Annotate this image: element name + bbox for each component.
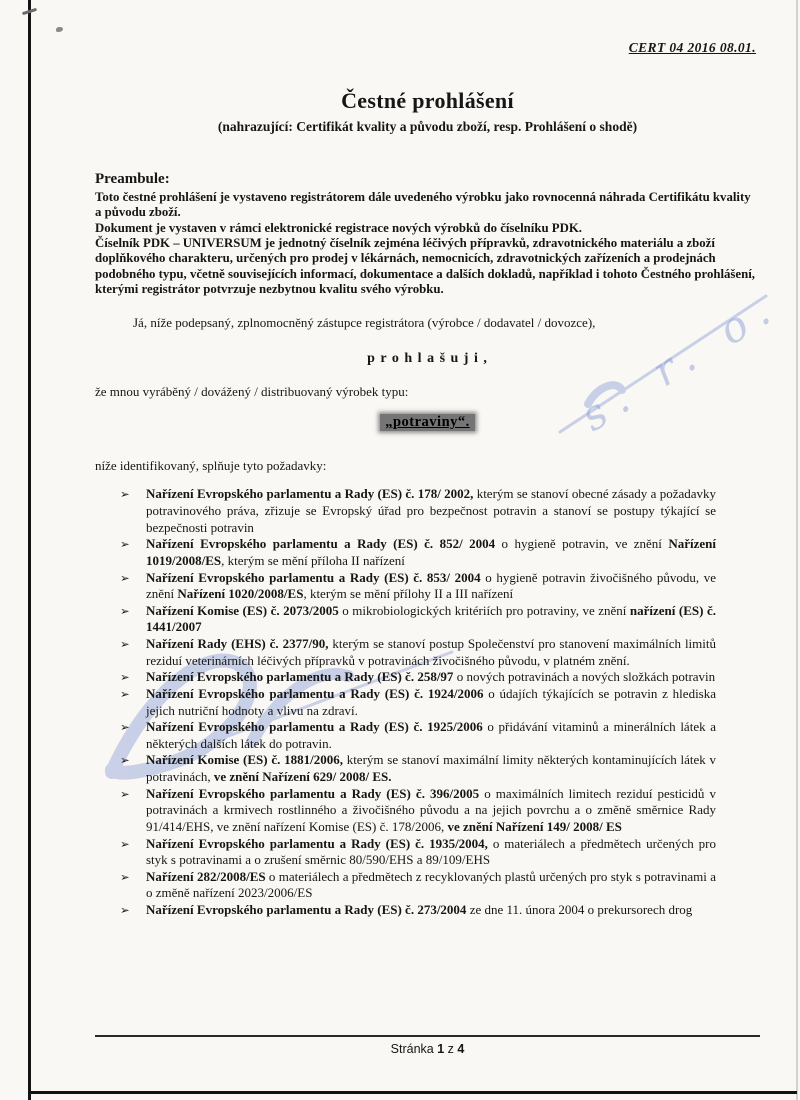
document-code: CERT 04 2016 08.01.: [628, 40, 756, 55]
requirements-line: níže identifikovaný, splňuje tyto požadavky:: [95, 458, 327, 474]
regulation-item: [120, 686, 716, 719]
watermark-text: s. r. o.: [572, 280, 789, 441]
regulation-item: [120, 570, 716, 603]
preamble-heading: Preambule:: [95, 171, 170, 187]
page-number-of: z: [447, 1042, 454, 1056]
preamble-paragraph: Dokument je vystaven v rámci elektronické registrace nových výrobků do číselníku PDK.: [95, 220, 582, 235]
page-number: [95, 1042, 760, 1056]
regulation-text: Nařízení Komise (ES) č. 2073/2005 o mikrobiologických kritériích pro potraviny, ve znění nařízení (ES) č. 1441/2007: [146, 602, 716, 635]
regulation-text: Nařízení Rady (EHS) č. 2377/90, kterým se stanoví postup Společenství pro stanovení maximálních limitů reziduí veterinárních léčivých přípravků v potravinách živočišného původu, v platném znění.: [146, 636, 716, 668]
regulation-text: Nařízení Komise (ES) č. 1881/2006, kterým se stanoví maximální limity některých kontaminujících látek v potravinách, ve znění Nařízení 629/ 2008/ ES.: [146, 752, 716, 785]
regulation-item: [120, 869, 716, 902]
regulation-item: [120, 603, 716, 636]
regulation-item: [120, 636, 716, 669]
regulation-text: Nařízení 282/2008/ES o materiálech a předmětech z recyklovaných plastů určených pro styk s potravinami a o změně nařízení 2023/2006/ES: [146, 868, 716, 901]
regulation-text: Nařízení Evropského parlamentu a Rady (ES) č. 396/2005 o maximálních limitech reziduí pesticidů v potravinách a krmivech rostlinného a živočišného původu a na jejich povrchu a o změně směrnice Rady 91/414/EHS, ve znění nařízení Komise (ES) č. 178/2006, ve znění Nařízení 149/ 2008/ ES: [146, 785, 716, 834]
page-number-total: 4: [457, 1042, 465, 1056]
regulation-text: Nařízení Evropského parlamentu a Rady (ES) č. 1925/2006 o přidávání vitaminů a minerálních látek a některých dalších látek do potravin.: [146, 719, 717, 751]
arrow-bullet-icon: ➢: [120, 603, 130, 618]
regulation-item: [120, 752, 716, 785]
scan-edge-bottom: [28, 1091, 797, 1094]
arrow-bullet-icon: ➢: [120, 487, 130, 502]
preamble-paragraphs: [95, 190, 760, 297]
regulation-list: [120, 486, 716, 918]
document-content: [95, 0, 760, 919]
regulation-item: [120, 902, 716, 919]
declaration-intro: Já, níže podepsaný, zplnomocněný zástupce registrátora (výrobce / dodavatel / dovozce),: [133, 315, 596, 331]
regulation-item: [120, 719, 716, 752]
declaration-verb: p r o h l a š u j i ,: [367, 351, 488, 367]
arrow-bullet-icon: ➢: [120, 670, 130, 685]
product-name-highlight: „potraviny“.: [380, 414, 475, 431]
arrow-bullet-icon: ➢: [120, 537, 130, 552]
regulation-item: [120, 486, 716, 536]
product-type-line: že mnou vyráběný / dovážený / distribuovaný výrobek typu:: [95, 384, 409, 400]
regulation-text: Nařízení Evropského parlamentu a Rady (ES) č. 1924/2006 o údajích týkajících se potravin z hlediska jejich nutriční hodnoty a vlivu na zdraví.: [146, 685, 717, 718]
preamble-paragraph: Číselník PDK – UNIVERSUM je jednotný číselník zejména léčivých přípravků, zdravotnického materiálu a zboží doplňkového charakteru, určených pro prodej v lékárnách, nemocnicích, zdravotnických zařízeních a prodejnách podobného typu, včetně souvisejících informací, dokumentace a dalších dokladů, například i tohoto Čestného prohlášení, kterými registrátor potvrzuje nezbytnou kvalitu svého výrobku.: [95, 236, 755, 297]
regulation-text: Nařízení Evropského parlamentu a Rady (ES) č. 852/ 2004 o hygieně potravin, ve znění Nařízení 1019/2008/ES, kterým se mění příloha II nařízení: [146, 536, 716, 568]
arrow-bullet-icon: ➢: [120, 753, 130, 768]
arrow-bullet-icon: ➢: [120, 686, 130, 701]
footer-divider: [95, 1035, 760, 1037]
regulation-text: Nařízení Evropského parlamentu a Rady (ES) č. 273/2004 ze dne 11. února 2004 o prekursorech drog: [146, 902, 693, 918]
scan-edge-right: [796, 0, 798, 1100]
arrow-bullet-icon: ➢: [120, 637, 130, 652]
page-number-current: 1: [437, 1042, 445, 1056]
arrow-bullet-icon: ➢: [120, 836, 130, 851]
scan-edge-left: [28, 0, 31, 1100]
page-title: Čestné prohlášení: [341, 88, 514, 113]
regulation-item: [120, 836, 716, 869]
document-subtitle: (nahrazující: Certifikát kvality a původu zboží, resp. Prohlášení o shodě): [217, 119, 638, 134]
product-line: [95, 413, 760, 431]
regulation-text: Nařízení Evropského parlamentu a Rady (ES) č. 178/ 2002, kterým se stanoví obecné zásady a požadavky potravinového práva, zřizuje se Evropský úřad pro bezpečnost potravin a stanoví se postupy týkající se bezpečnosti potravin: [146, 486, 716, 535]
arrow-bullet-icon: ➢: [120, 786, 130, 801]
page-footer: [95, 1035, 760, 1056]
regulation-text: Nařízení Evropského parlamentu a Rady (ES) č. 258/97 o nových potravinách a nových složkách potravin: [146, 669, 716, 685]
regulation-text: Nařízení Evropského parlamentu a Rady (ES) č. 1935/2004, o materiálech a předmětech určených pro styk s potravinami a o zrušení směrnic 80/590/EHS a 89/109/EHS: [146, 835, 717, 868]
arrow-bullet-icon: ➢: [120, 903, 130, 918]
arrow-bullet-icon: ➢: [120, 869, 130, 884]
scan-mark: [56, 27, 63, 32]
regulation-item: [120, 669, 716, 686]
arrow-bullet-icon: ➢: [120, 570, 130, 585]
page-number-label: Stránka: [390, 1042, 434, 1056]
arrow-bullet-icon: ➢: [120, 720, 130, 735]
regulation-item: [120, 786, 716, 836]
regulation-text: Nařízení Evropského parlamentu a Rady (ES) č. 853/ 2004 o hygieně potravin živočišného původu, ve znění Nařízení 1020/2008/ES, kterým se mění přílohy II a III nařízení: [146, 569, 716, 602]
regulation-item: [120, 536, 716, 569]
preamble-paragraph: Toto čestné prohlášení je vystaveno registrátorem dále uvedeného výrobku jako rovnocenná náhrada Certifikátu kvality a původu zboží.: [95, 190, 751, 220]
